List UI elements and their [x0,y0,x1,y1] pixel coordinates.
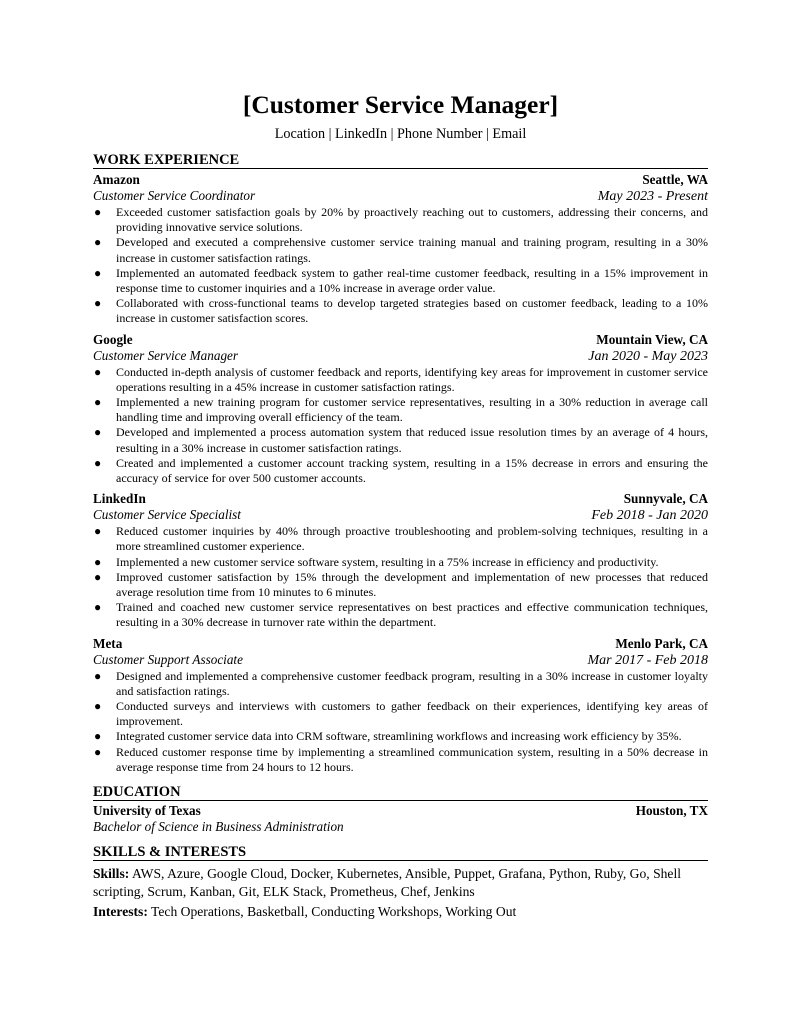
bullet-icon: ● [94,699,102,714]
bullet-text: Conducted surveys and interviews with customers to gather feedback on their experiences, identifying key areas of improvement. [116,699,708,729]
job-bullets [93,205,708,327]
bullet-item [93,745,708,775]
job-title: Customer Service Manager [93,347,239,363]
job-dates: Jan 2020 - May 2023 [588,348,708,364]
bullet-item [93,205,708,235]
bullet-item [93,524,708,554]
bullet-item [93,456,708,486]
job-subheader [93,188,708,205]
bullet-text: Collaborated with cross-functional teams to develop targeted strategies based on customer feedback, leading to a 10% increase in customer satisfaction scores. [116,296,708,326]
school-location: Houston, TX [635,803,708,819]
job-subheader [93,507,708,524]
education-heading: EDUCATION [93,784,708,801]
job-subheader [93,348,708,365]
job-entry [93,332,708,487]
job-header [93,332,708,348]
job-location: Menlo Park, CA [615,635,708,651]
job-location: Mountain View, CA [596,331,708,347]
bullet-text: Implemented a new training program for customer service representatives, resulting in a 30% reduction in average call handling time and improving overall efficiency of the team. [116,395,708,425]
bullet-icon: ● [94,296,102,311]
skills-label: Skills: [93,866,130,882]
job-entry [93,491,708,630]
work-experience-heading: WORK EXPERIENCE [93,152,708,169]
resume-content [93,88,708,921]
bullet-item [93,699,708,729]
bullet-item [93,296,708,326]
job-header [93,172,708,188]
bullet-icon: ● [94,554,102,569]
bullet-text: Exceeded customer satisfaction goals by 20% by proactively reaching out to customers, addressing their concerns, and providing innovative service solutions. [116,205,708,235]
bullet-text: Reduced customer inquiries by 40% through proactive troubleshooting and problem-solving techniques, resulting in a more streamlined customer experience. [116,524,708,554]
job-dates: Feb 2018 - Jan 2020 [591,508,708,524]
bullet-item [93,729,708,744]
job-location: Sunnyvale, CA [623,491,708,507]
education-entry [93,803,708,835]
bullet-icon: ● [94,205,102,219]
company-name: Amazon [93,172,140,187]
bullet-text: Implemented a new customer service software system, resulting in a 75% increase in efficiency and productivity. [116,554,659,569]
bullet-text: Designed and implemented a comprehensive customer feedback program, resulting in a 30% increase in customer loyalty and satisfaction ratings. [116,668,708,698]
job-dates: May 2023 - Present [597,189,708,204]
bullet-icon: ● [94,265,102,280]
job-header [93,636,708,652]
education-subheader [93,819,708,835]
job-list [93,172,708,775]
interests-label: Interests: [93,904,148,920]
bullet-item [93,669,708,699]
interests-text: Tech Operations, Basketball, Conducting Workshops, Working Out [151,904,517,920]
job-title: Customer Service Specialist [93,507,241,523]
bullet-item [93,600,708,630]
bullet-icon: ● [94,600,102,615]
bullet-icon: ● [94,235,102,250]
bullet-item [93,365,708,395]
bullet-text: Implemented an automated feedback system to gather real-time customer feedback, resulting in a 15% improvement in response time to customer inquiries and a 10% increase in average order value. [116,265,708,296]
bullet-item [93,266,708,296]
bullet-text: Conducted in-depth analysis of customer feedback and reports, identifying key areas for improvement in customer service operations resulting in a 45% increase in customer satisfaction ratings. [116,364,708,394]
bullet-text: Created and implemented a customer account tracking system, resulting in a 15% decrease in errors and ensuring the accuracy of service for over 500 customer accounts. [116,455,708,486]
bullet-text: Integrated customer service data into CRM software, streamlining workflows and increasing work efficiency by 35%. [116,729,682,744]
bullet-item [93,555,708,570]
company-name: LinkedIn [93,491,146,507]
bullet-icon: ● [94,569,102,584]
job-entry [93,172,708,327]
bullet-icon: ● [94,524,102,539]
bullet-item [93,570,708,600]
degree-name: Bachelor of Science in Business Administration [93,819,344,835]
skills-line [93,865,708,900]
job-header [93,491,708,507]
bullet-icon: ● [94,729,102,744]
bullet-icon: ● [94,744,102,759]
bullet-text: Trained and coached new customer service representatives on best practices and effective communication techniques, resulting in a 30% decrease in turnover rate within the department. [116,600,708,630]
bullet-icon: ● [94,364,102,379]
bullet-text: Improved customer satisfaction by 15% through the development and implementation of new processes that reduced average resolution time from 10 minutes to 6 minutes. [116,569,708,600]
bullet-icon: ● [94,395,102,410]
job-entry [93,636,708,775]
job-title: Customer Support Associate [93,651,243,667]
job-subheader [93,652,708,669]
company-name: Google [93,331,133,347]
job-bullets [93,524,708,630]
interests-line [93,903,708,921]
bullet-item [93,425,708,455]
resume-name: [Customer Service Manager] [242,90,559,119]
bullet-text: Reduced customer response time by implementing a streamlined communication system, resulting in a 50% decrease in average response time from 24 hours to 12 hours. [116,744,708,774]
bullet-icon: ● [94,455,102,470]
bullet-icon: ● [94,668,102,683]
job-title: Customer Service Coordinator [93,188,256,203]
job-location: Seattle, WA [642,172,708,187]
bullet-item [93,395,708,425]
education-header [93,803,708,819]
job-bullets [93,365,708,487]
bullet-text: Developed and implemented a process automation system that reduced issue resolution times by an average of 4 hours, resulting in a 30% increase in customer satisfaction ratings. [116,425,708,455]
job-dates: Mar 2017 - Feb 2018 [587,652,708,668]
contact-line: Location | LinkedIn | Phone Number | Email [274,126,527,142]
skills-heading: SKILLS & INTERESTS [93,844,708,861]
skills-text: AWS, Azure, Google Cloud, Docker, Kubernetes, Ansible, Puppet, Grafana, Python, Ruby, Go, Shell scripting, Scrum, Kanban, Git, ELK Stack, Prometheus, Chef, Jenkins [93,866,682,899]
bullet-icon: ● [94,425,102,440]
bullet-item [93,235,708,265]
school-name: University of Texas [93,803,201,819]
job-bullets [93,669,708,775]
company-name: Meta [93,635,123,651]
bullet-text: Developed and executed a comprehensive customer service training manual and training program, resulting in a 30% increase in customer satisfaction ratings. [116,235,708,265]
